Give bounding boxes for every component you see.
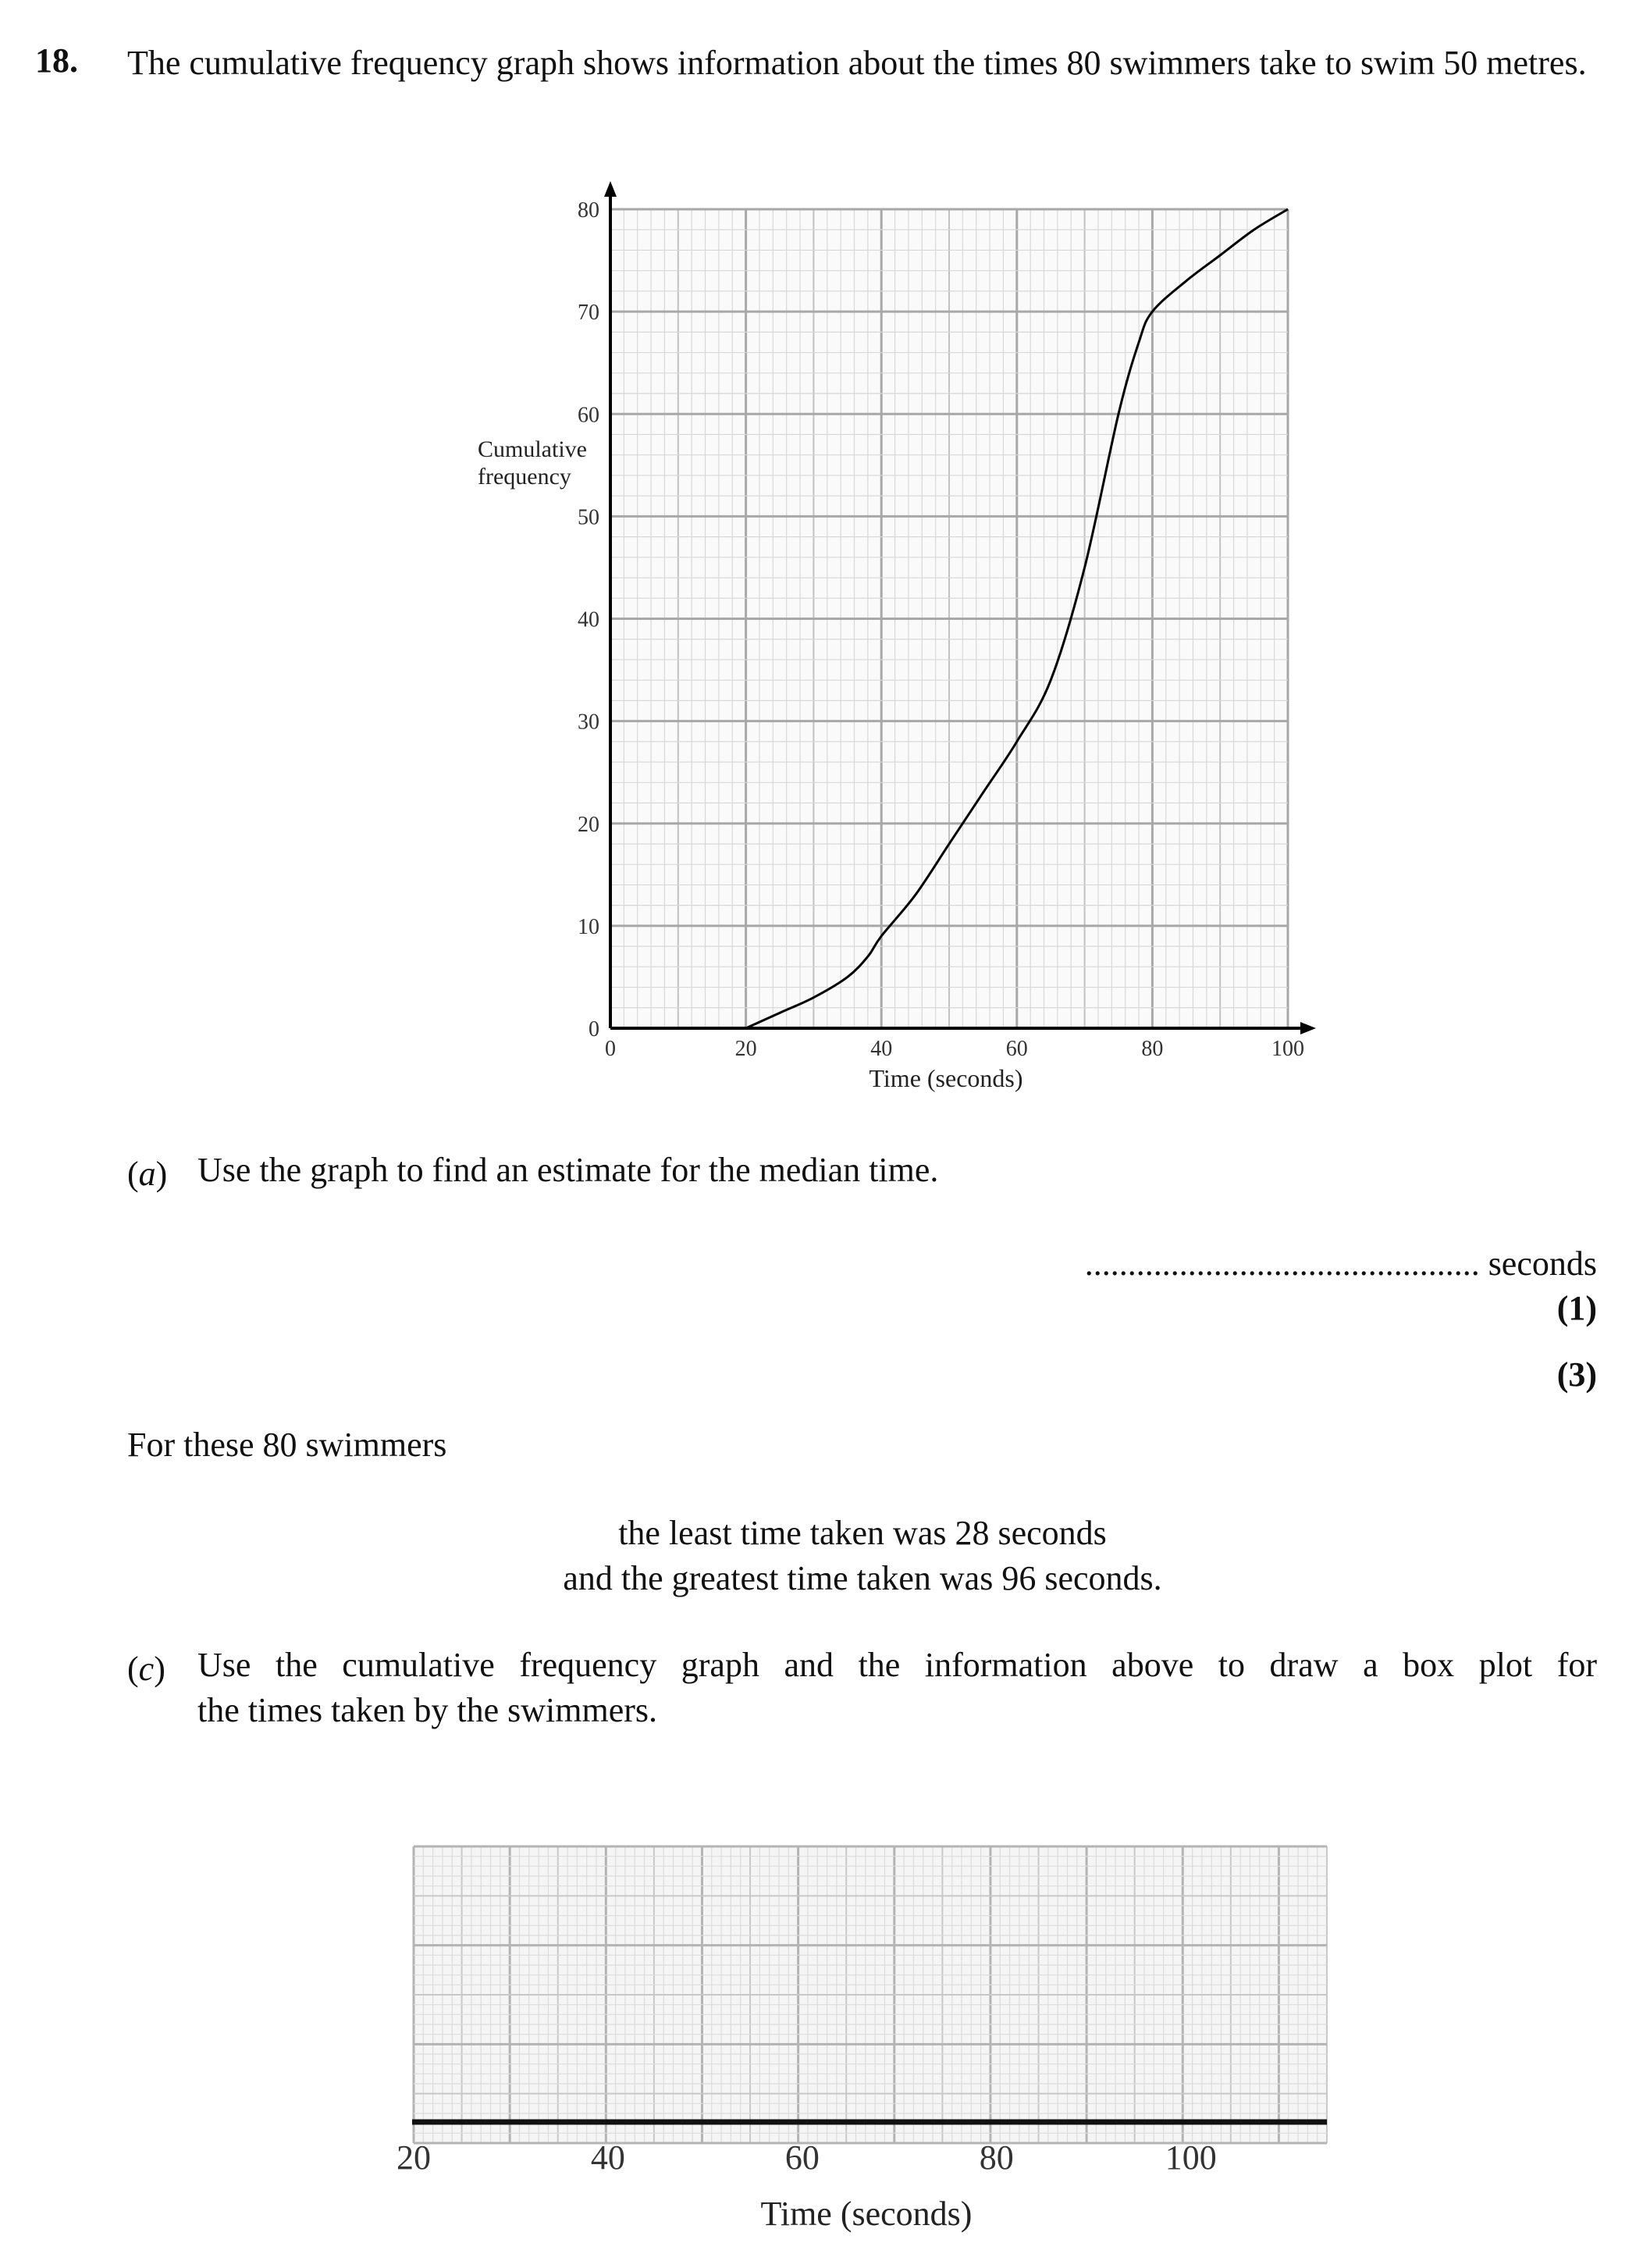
cf-y-tick-labels — [578, 198, 599, 1041]
box-plot-grid[interactable] — [0, 1819, 1643, 2256]
cf-x-tick-label: 60 — [1005, 1037, 1028, 1061]
cf-x-tick-label: 100 — [1271, 1037, 1304, 1061]
part-a-answer-line[interactable] — [1015, 1241, 1597, 1287]
cf-x-tick-labels — [605, 1037, 1304, 1061]
cf-y-tick-label: 50 — [578, 505, 599, 530]
box-x-tick-label: 100 — [1165, 2138, 1217, 2177]
box-x-tick-label: 20 — [397, 2138, 431, 2177]
part-c-text-line1: Use the cumulative frequency graph and the information above to draw a box plot for — [197, 1646, 1597, 1684]
cf-x-axis-arrow — [1300, 1022, 1316, 1034]
info-intro: For these 80 swimmers — [127, 1426, 447, 1464]
question-number: 18. — [35, 41, 78, 80]
box-x-tick-label: 80 — [979, 2138, 1014, 2177]
part-b-mark: (3) — [1556, 1355, 1597, 1394]
cf-ylabel-line1: Cumulative — [478, 436, 587, 462]
box-x-tick-label: 40 — [590, 2138, 625, 2177]
question-intro: The cumulative frequency graph shows information about the times 80 swimmers take to swim 50 metres. — [127, 44, 1587, 82]
cf-y-axis-arrow — [604, 181, 617, 197]
part-a-label: (a) — [127, 1155, 168, 1193]
cf-y-tick-label: 30 — [578, 710, 599, 735]
cf-y-tick-label: 60 — [578, 403, 599, 428]
cf-y-tick-label: 80 — [578, 198, 599, 223]
part-a-answer-unit: seconds — [1488, 1244, 1597, 1283]
box-xlabel: Time (seconds) — [760, 2195, 973, 2233]
part-a-text: Use the graph to find an estimate for the median time. — [197, 1151, 939, 1189]
info-line-2: and the greatest time taken was 96 seconds. — [563, 1559, 1162, 1597]
cf-x-tick-label: 40 — [870, 1037, 893, 1061]
cf-y-tick-label: 70 — [578, 301, 599, 326]
part-c-label: (c) — [127, 1650, 165, 1688]
cf-y-tick-label: 20 — [578, 812, 599, 837]
part-c-text-line2: the times taken by the swimmers. — [197, 1691, 657, 1729]
cf-xlabel: Time (seconds) — [869, 1064, 1023, 1092]
cf-y-tick-label: 0 — [589, 1017, 599, 1041]
cf-y-tick-label: 10 — [578, 914, 599, 939]
part-a-mark: (1) — [1556, 1289, 1597, 1327]
cf-x-tick-label: 0 — [605, 1037, 616, 1061]
cf-ylabel-line2: frequency — [478, 464, 571, 490]
box-x-tick-label: 60 — [784, 2138, 820, 2177]
cf-x-tick-label: 80 — [1141, 1037, 1164, 1061]
cf-x-tick-label: 20 — [734, 1037, 757, 1061]
part-a-answer-dots: .............................................. — [1084, 1244, 1480, 1283]
cf-y-tick-label: 40 — [578, 607, 599, 632]
info-line-1: the least time taken was 28 seconds — [618, 1514, 1107, 1552]
cf-grid — [610, 209, 1288, 1028]
cumulative-frequency-chart — [0, 0, 1643, 1109]
